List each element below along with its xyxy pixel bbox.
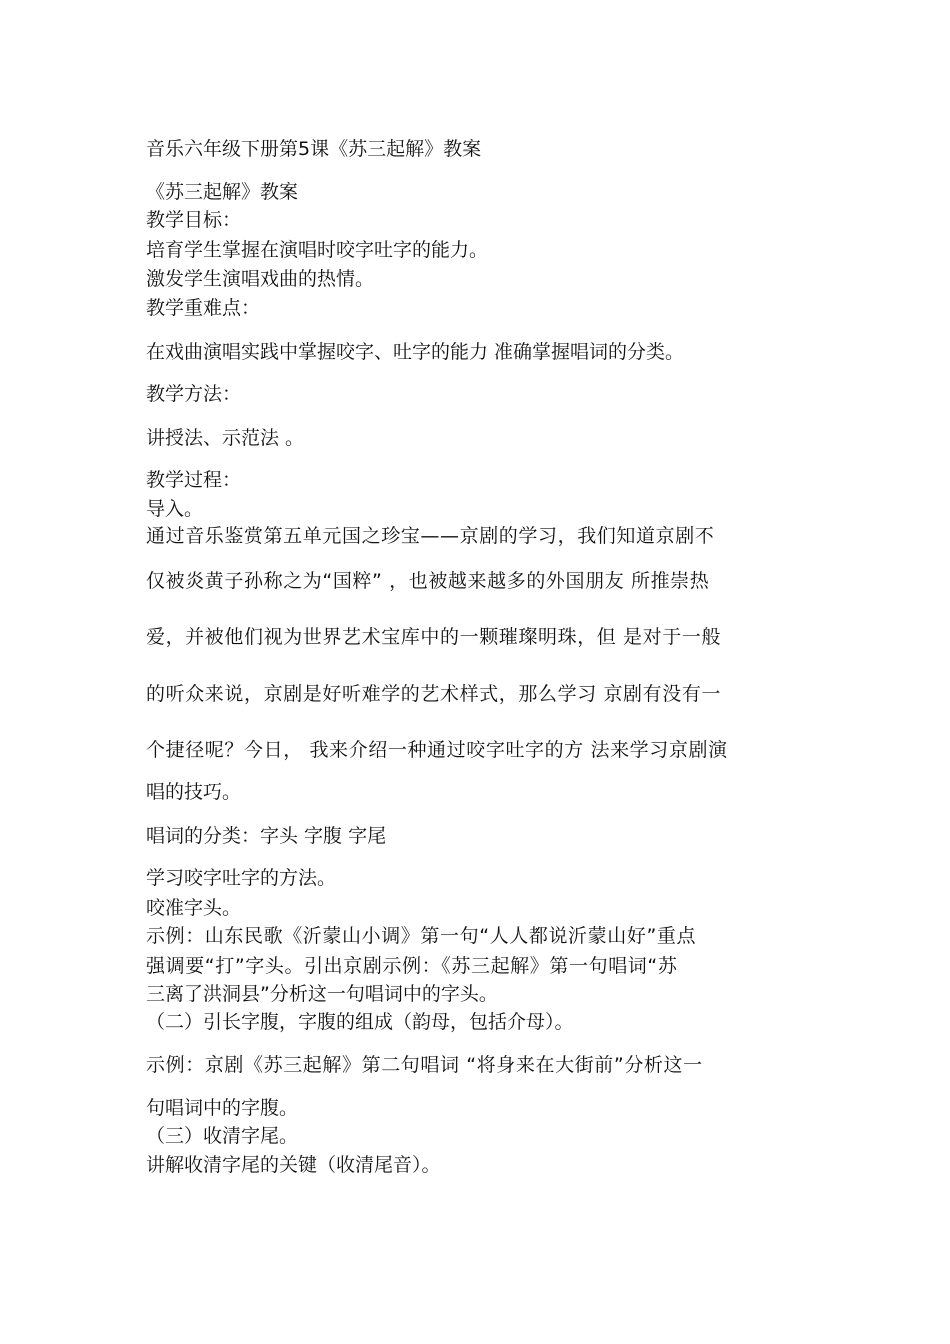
intro-paragraph-line: 通过音乐鉴赏第五单元国之珍宝——京剧的学习，我们知道京剧不 <box>146 525 715 547</box>
example-2-line: 示例：京剧《苏三起解》第二句唱词 “将身来在大街前”分析这一 <box>146 1054 703 1076</box>
example-1-line: 三离了洪洞县”分析这一句唱词中的字头。 <box>146 983 498 1005</box>
document-title: 音乐六年级下册第5课《苏三起解》教案 <box>146 138 482 160</box>
heading-methods: 教学方法： <box>146 383 242 405</box>
step-1-heading: 咬准字头。 <box>146 897 242 919</box>
intro-paragraph-line: 的听众来说，京剧是好听难学的艺术样式，那么学习 京剧有没有一 <box>146 683 722 705</box>
heading-lesson: 《苏三起解》教案 <box>146 181 299 203</box>
example-2-line: 句唱词中的字腹。 <box>146 1097 299 1119</box>
intro-paragraph-line: 仅被炎黄子孙称之为“国粹” ，也被越来越多的外国朋友 所推崇热 <box>146 570 710 592</box>
step-3-text: 讲解收清字尾的关键（收清尾音）。 <box>146 1154 441 1176</box>
step-2-heading: （二）引长字腹，字腹的组成（韵母，包括介母）。 <box>146 1011 574 1033</box>
intro-heading: 导入。 <box>146 498 204 520</box>
example-1-line: 示例：山东民歌《沂蒙山小调》第一句“人人都说沂蒙山好”重点 <box>146 925 697 947</box>
method-heading: 学习咬字吐字的方法。 <box>146 867 337 889</box>
objective-1: 培育学生掌握在演唱时咬字吐字的能力。 <box>146 239 489 261</box>
intro-paragraph-line: 个捷径呢？今日， 我来介绍一种通过咬字吐字的方 法来学习京剧演 <box>146 739 728 761</box>
intro-paragraph-line: 唱的技巧。 <box>146 781 242 803</box>
objective-2: 激发学生演唱戏曲的热情。 <box>146 268 375 290</box>
step-3-heading: （三）收清字尾。 <box>146 1125 299 1147</box>
example-1-line: 强调要“打”字头。引出京剧示例：《苏三起解》第一句唱词“苏 <box>146 955 678 977</box>
key-points-text: 在戏曲演唱实践中掌握咬字、吐字的能力 准确掌握唱词的分类。 <box>146 341 685 363</box>
heading-process: 教学过程： <box>146 469 242 491</box>
heading-objectives: 教学目标： <box>146 209 242 231</box>
heading-key-points: 教学重难点： <box>146 297 261 319</box>
intro-paragraph-line: 爱，并被他们视为世界艺术宝库中的一颗璀璨明珠，但 是对于一般 <box>146 626 722 648</box>
methods-text: 讲授法、示范法 。 <box>146 427 305 449</box>
lyrics-classification: 唱词的分类：字头 字腹 字尾 <box>146 825 387 847</box>
